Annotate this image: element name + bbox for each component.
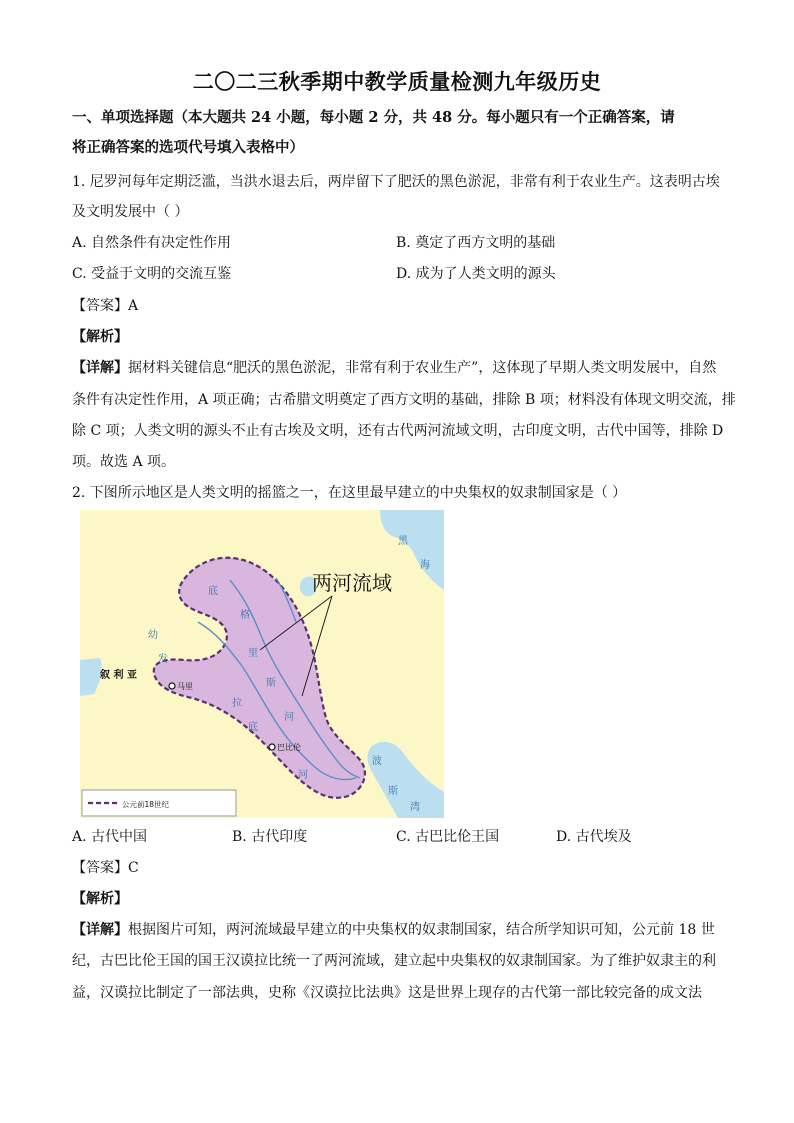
page-title: 二〇二三秋季期中教学质量检测九年级历史 bbox=[192, 69, 602, 94]
q2-detail-line2: 纪，古巴比伦王国的国王汉谟拉比统一了两河流域，建立起中央集权的奴隶制国家。为了维护奴隶主的利 bbox=[72, 953, 716, 969]
section-heading-line1: 一、单项选择题（本大题共 24 小题，每小题 2 分，共 48 分。每小题只有一个正确答案，请 bbox=[72, 109, 675, 126]
tigris-char-3: 里 bbox=[248, 648, 258, 659]
q1-answer: 【答案】A bbox=[72, 298, 139, 314]
babylon-label: 巴比伦 bbox=[277, 743, 301, 752]
q2-answer: 【答案】C bbox=[72, 860, 139, 876]
q1-stem-line2: 及文明发展中（ ） bbox=[72, 204, 189, 220]
q2-detail-line3: 益，汉谟拉比制定了一部法典，史称《汉谟拉比法典》这是世界上现存的古代第一部比较完备的成文法 bbox=[72, 985, 702, 1001]
tigris-char-2: 格 bbox=[240, 610, 250, 621]
q1-detail-line4: 项。故选 A 项。 bbox=[72, 454, 176, 470]
gulf-char-1: 波 bbox=[372, 756, 382, 767]
euphrates-char-1: 幼 bbox=[148, 630, 158, 641]
q1-stem-line1: 1. 尼罗河每年定期泛滥，当洪水退去后，两岸留下了肥沃的黑色淤泥，非常有利于农业生产。这表明古埃 bbox=[72, 174, 720, 190]
euphrates-char-5: 河 bbox=[298, 770, 308, 781]
q2-detail-tag: 【详解】 bbox=[72, 922, 128, 938]
tigris-char-1: 底 bbox=[208, 586, 218, 597]
euphrates-char-2: 发 bbox=[158, 654, 168, 665]
gulf-char-3: 湾 bbox=[410, 802, 420, 813]
tigris-char-4: 斯 bbox=[266, 678, 276, 689]
region-label: 两河流域 bbox=[312, 571, 392, 595]
q2-detail-line1 bbox=[72, 920, 732, 940]
q1-option-c: C. 受益于文明的交流互鉴 bbox=[72, 266, 232, 282]
syria-label: 叙 利 亚 bbox=[100, 670, 137, 681]
q1-detail-text1: 据材料关键信息“肥沃的黑色淤泥，非常有利于农业生产”，这体现了早期人类文明发展中，自然 bbox=[128, 360, 717, 376]
q1-option-b: B. 奠定了西方文明的基础 bbox=[396, 235, 556, 251]
q1-detail-line3: 除 C 项；人类文明的源头不止有古埃及文明，还有古代两河流域文明，古印度文明，古代中国等，排除 D bbox=[72, 423, 724, 439]
map-svg bbox=[80, 510, 444, 818]
q2-option-c: C. 古巴比伦王国 bbox=[396, 829, 500, 845]
black-sea-char-1: 黑 bbox=[398, 536, 408, 547]
q1-detail-tag: 【详解】 bbox=[72, 360, 128, 376]
babylon-city-dot bbox=[269, 744, 275, 750]
q2-option-b: B. 古代印度 bbox=[232, 829, 308, 845]
tigris-char-5: 河 bbox=[284, 712, 294, 723]
q2-analysis-label: 【解析】 bbox=[72, 891, 128, 907]
mari-city-dot bbox=[169, 683, 175, 689]
section-heading-line2: 将正确答案的选项代号填入表格中） bbox=[72, 139, 304, 156]
q2-detail-text1: 根据图片可知，两河流域最早建立的中央集权的奴隶制国家，结合所学知识可知，公元前 18 世 bbox=[128, 922, 715, 938]
mesopotamia-map bbox=[80, 510, 444, 818]
q1-detail-line2: 条件有决定性作用，A 项正确；古希腊文明奠定了西方文明的基础，排除 B 项；材料没有体现文明交流，排 bbox=[72, 392, 736, 408]
euphrates-char-4: 底 bbox=[248, 722, 258, 733]
euphrates-char-3: 拉 bbox=[232, 698, 242, 709]
q1-analysis-label: 【解析】 bbox=[72, 329, 128, 345]
legend-label: 公元前18世纪 bbox=[122, 800, 170, 809]
q2-option-a: A. 古代中国 bbox=[72, 829, 148, 845]
q2-stem: 2. 下图所示地区是人类文明的摇篮之一，在这里最早建立的中央集权的奴隶制国家是（ ） bbox=[72, 485, 627, 501]
q1-option-d: D. 成为了人类文明的源头 bbox=[396, 266, 556, 282]
q1-detail-line1 bbox=[72, 358, 732, 378]
q1-option-a: A. 自然条件有决定性作用 bbox=[72, 235, 232, 251]
q2-option-d: D. 古代埃及 bbox=[556, 829, 632, 845]
black-sea-char-2: 海 bbox=[420, 560, 430, 571]
gulf-char-2: 斯 bbox=[388, 786, 398, 797]
mari-label: 马里 bbox=[177, 682, 193, 691]
